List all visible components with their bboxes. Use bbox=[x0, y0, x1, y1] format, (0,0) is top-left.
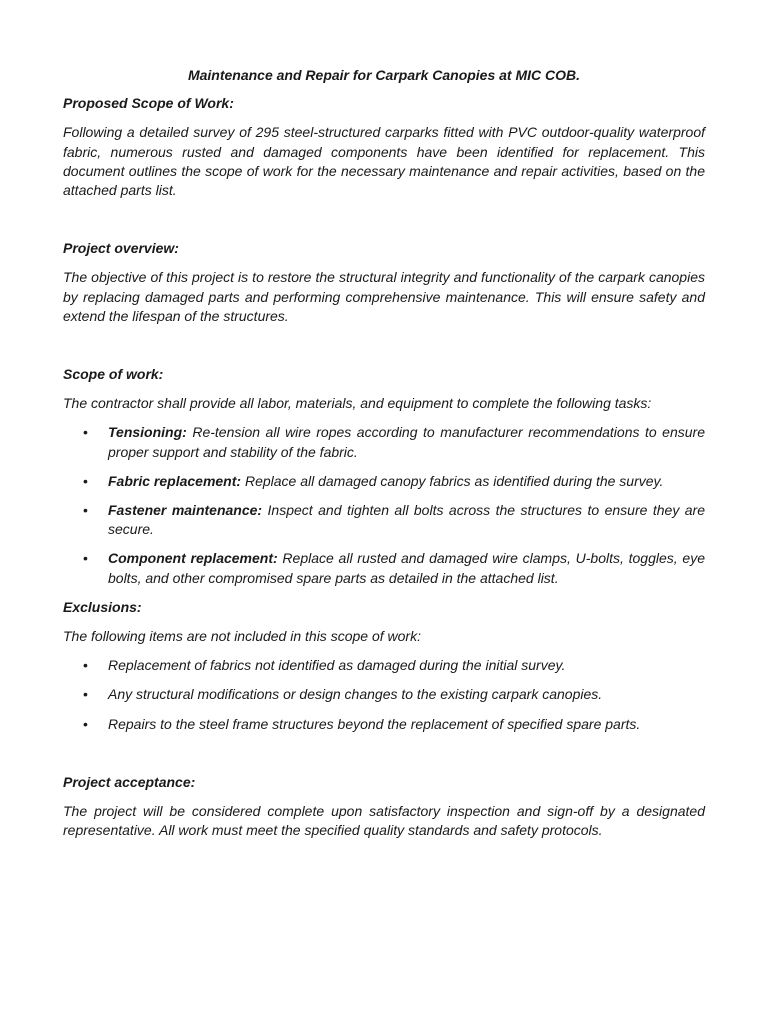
task-label: Fastener maintenance: bbox=[108, 502, 263, 519]
bullet-icon: • bbox=[83, 502, 88, 519]
exclusion-text: Replacement of fabrics not identified as damaged during the initial survey. bbox=[108, 657, 566, 674]
task-text: Replace all damaged canopy fabrics as identified during the survey. bbox=[241, 472, 664, 489]
bullet-icon: • bbox=[83, 686, 88, 703]
task-text: Replace all rusted and damaged wire clamps, U-bolts, toggles, eye bolts, and other compromised spare parts as detailed in the attached list. bbox=[108, 550, 705, 586]
scope-task-list bbox=[63, 423, 705, 587]
bullet-icon: • bbox=[83, 424, 88, 441]
list-item bbox=[63, 715, 705, 734]
exclusions-heading: Exclusions: bbox=[63, 598, 142, 615]
exclusions-list bbox=[63, 656, 705, 734]
scope-of-work-intro: The contractor shall provide all labor, materials, and equipment to complete the following tasks: bbox=[63, 395, 652, 412]
bullet-icon: • bbox=[83, 472, 88, 489]
task-label: Fabric replacement: bbox=[108, 472, 242, 489]
scope-of-work-heading: Scope of work: bbox=[63, 366, 164, 383]
document-title: Maintenance and Repair for Carpark Canopies at MIC COB. bbox=[187, 67, 581, 83]
section-gap bbox=[63, 210, 705, 239]
list-item bbox=[63, 656, 705, 675]
project-acceptance-body: The project will be considered complete upon satisfactory inspection and sign-off by a designated representative. All work must meet the specified quality standards and safety protocols. bbox=[63, 803, 705, 839]
list-item bbox=[63, 685, 705, 704]
bullet-icon: • bbox=[83, 550, 88, 567]
project-overview-heading: Project overview: bbox=[63, 240, 179, 257]
exclusion-text: Repairs to the steel frame structures beyond the replacement of specified spare parts. bbox=[108, 715, 641, 732]
task-label: Component replacement: bbox=[108, 550, 278, 567]
list-item bbox=[63, 549, 705, 587]
task-text: Re-tension all wire ropes according to manufacturer recommendations to ensure proper support and stability of the fabric. bbox=[108, 424, 705, 460]
project-overview-body: The objective of this project is to restore the structural integrity and functionality of the carpark canopies by replacing damaged parts and performing comprehensive maintenance. This will ensure safety and extend the lifespan of the structures. bbox=[63, 269, 705, 324]
list-item bbox=[63, 501, 705, 539]
list-item bbox=[63, 472, 705, 491]
task-text: Inspect and tighten all bolts across the structures to ensure they are secure. bbox=[108, 502, 706, 538]
task-label: Tensioning: bbox=[108, 424, 187, 441]
project-acceptance-heading: Project acceptance: bbox=[63, 773, 196, 790]
list-item bbox=[63, 423, 705, 461]
section-gap bbox=[63, 336, 705, 365]
bullet-icon: • bbox=[83, 715, 88, 732]
exclusion-text: Any structural modifications or design changes to the existing carpark canopies. bbox=[108, 686, 603, 703]
bullet-icon: • bbox=[83, 657, 88, 674]
section-gap bbox=[63, 744, 705, 773]
proposed-scope-heading: Proposed Scope of Work: bbox=[63, 95, 234, 112]
proposed-scope-body: Following a detailed survey of 295 steel-structured carparks fitted with PVC outdoor-quality waterproof fabric, numerous rusted and damaged components have been identified for replacement. This document outlines the scope of work for the necessary maintenance and repair activities, based on the attached parts list. bbox=[63, 124, 705, 199]
exclusions-intro: The following items are not included in this scope of work: bbox=[63, 628, 421, 645]
